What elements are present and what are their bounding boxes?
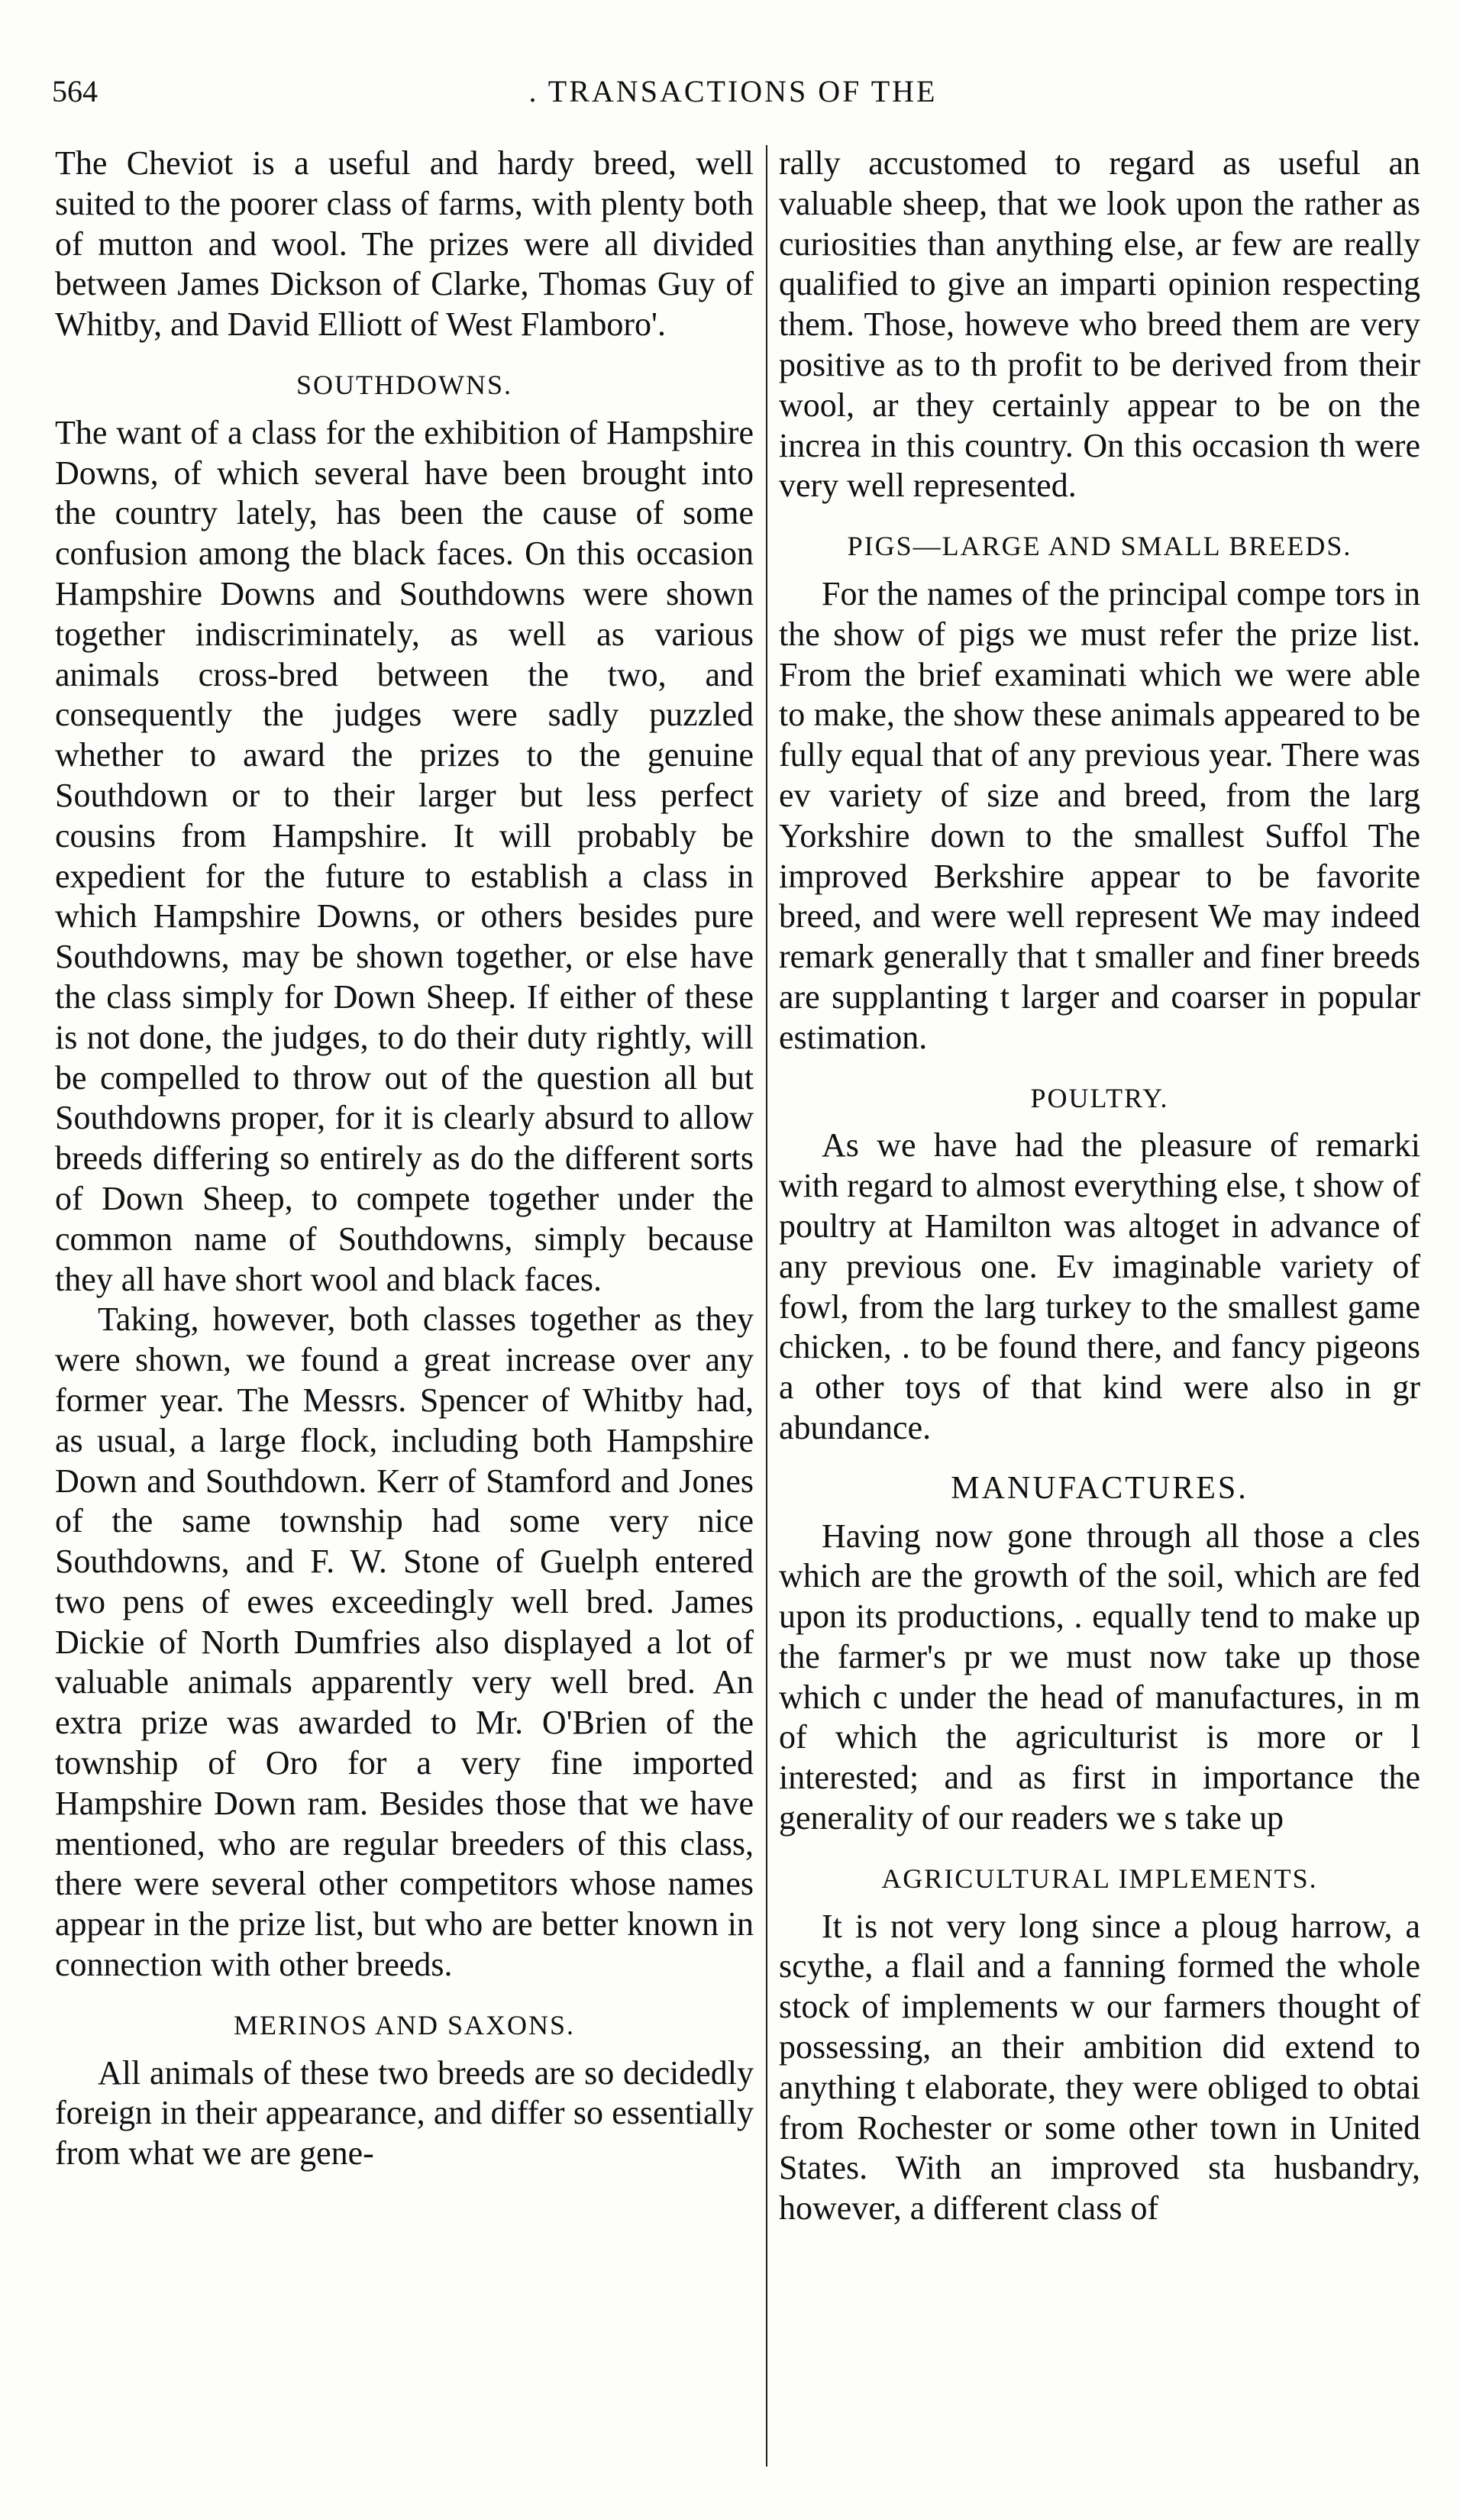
paragraph-poultry: As we have had the pleasure of remarki with regard to almost everything else, t show of poultry at Hamilton was altoget in advance of any previous one. Ev imaginable variety of fowl, from the larg turkey to the smallest game chicken, . to be found there, and fancy pigeons a other toys of that kind were also in gr abundance.	[779, 1126, 1420, 1446]
heading-agricultural-implements: AGRICULTURAL IMPLEMENTS.	[881, 1863, 1318, 1894]
column-divider	[766, 145, 767, 2467]
running-title: . TRANSACTIONS OF THE	[528, 74, 938, 108]
heading-merinos-saxons: MERINOS AND SAXONS.	[233, 2009, 576, 2040]
heading-southdowns: SOUTHDOWNS.	[296, 369, 512, 400]
heading-manufactures: MANUFACTURES.	[951, 1470, 1248, 1506]
heading-poultry: POULTRY.	[1030, 1082, 1169, 1113]
paragraph-manufactures: Having now gone through all those a cles which are the growth of the soil, which are fed upon its productions, . equally tend to make up the farmer's pr we must now take up those which c under the head of manufactures, in m of which the agriculturist is more or l interested; and as first in importance the generality of our readers we s take up	[779, 1517, 1420, 1837]
paragraph-cheviot: The Cheviot is a useful and hardy breed, well suited to the poorer class of farms, with plenty both of mutton and wool. The prizes were all divided between James Dickson of Clarke, Thomas Guy of Whitby, and David Elliott of West Flamboro'.	[55, 144, 754, 344]
page-number: 564	[52, 74, 98, 108]
page-header	[46, 69, 1420, 115]
paragraph-implements: It is not very long since a ploug harrow, a scythe, a flail and a fanning formed the whole stock of implements w our farmers thought of possessing, an their ambition did extend to anything t elaborate, they were obliged to obtai from Rochester or some other town in United States. With an improved sta husbandry, however, a different class of	[779, 1907, 1420, 2228]
paragraph-southdowns: The want of a class for the exhibition of Hampshire Downs, of which several have been brought into the country lately, has been the cause of some confusion among the black faces. On this occasion Hampshire Downs and Southdowns were shown together indiscriminately, as well as various animals cross-bred between the two, and consequently the judges were sadly puzzled whether to award the prizes to the genuine Southdown or to their larger but less perfect cousins from Hampshire. It will probably be expedient for the future to establish a class in which Hampshire Downs, or others besides pure Southdowns, may be shown together, or else have the class simply for Down Sheep. If either of these is not done, the judges, to do their duty rightly, will be compelled to throw out of the question all but Southdowns proper, for it is clearly absurd to allow breeds differing so entirely as do the different sorts of Down Sheep, to compete together under the common name of Southdowns, simply because they all have short wool and black faces.	[55, 413, 754, 1298]
right-column	[779, 144, 1420, 2229]
paragraph-merinos-continued: rally accustomed to regard as useful an valuable sheep, that we look upon the rather as curiosities than anything else, ar few are really qualified to give an imparti opinion respecting them. Those, howeve who breed them are very positive as to th profit to be derived from their wool, ar they certainly appear to be on the increa in this country. On this occasion th were very well represented.	[779, 144, 1420, 505]
paragraph-merinos: All animals of these two breeds are so decidedly foreign in their appearance, and differ so essentially from what we are gene-	[55, 2053, 754, 2173]
left-column	[55, 144, 754, 2174]
paragraph-pigs: For the names of the principal compe tors in the show of pigs we must refer the prize list. From the brief examinati which we were able to make, the show these animals appeared to be fully equal that of any previous year. There was ev variety of size and breed, from the larg Yorkshire down to the smallest Suffol The improved Berkshire appear to be favorite breed, and were well represent We may indeed remark generally that t smaller and finer breeds are supplanting t larger and coarser in popular estimation.	[779, 574, 1420, 1056]
heading-pigs: PIGS—LARGE AND SMALL BREEDS.	[847, 531, 1352, 562]
paragraph-southdowns-2: Taking, however, both classes together as they were shown, we found a great increase over any former year. The Messrs. Spencer of Whitby had, as usual, a large flock, including both Hampshire Down and Southdown. Kerr of Stamford and Jones of the same township had some very nice Southdowns, and F. W. Stone of Guelph entered two pens of ewes exceedingly well bred. James Dickie of North Dumfries also displayed a lot of valuable animals apparently very well bred. An extra prize was awarded to Mr. O'Brien of the township of Oro for a very fine imported Hampshire Down ram. Besides those that we have mentioned, who are regular breeders of this class, there were several other competitors whose names appear in the prize list, but who are better known in connection with other breeds.	[55, 1300, 754, 1984]
